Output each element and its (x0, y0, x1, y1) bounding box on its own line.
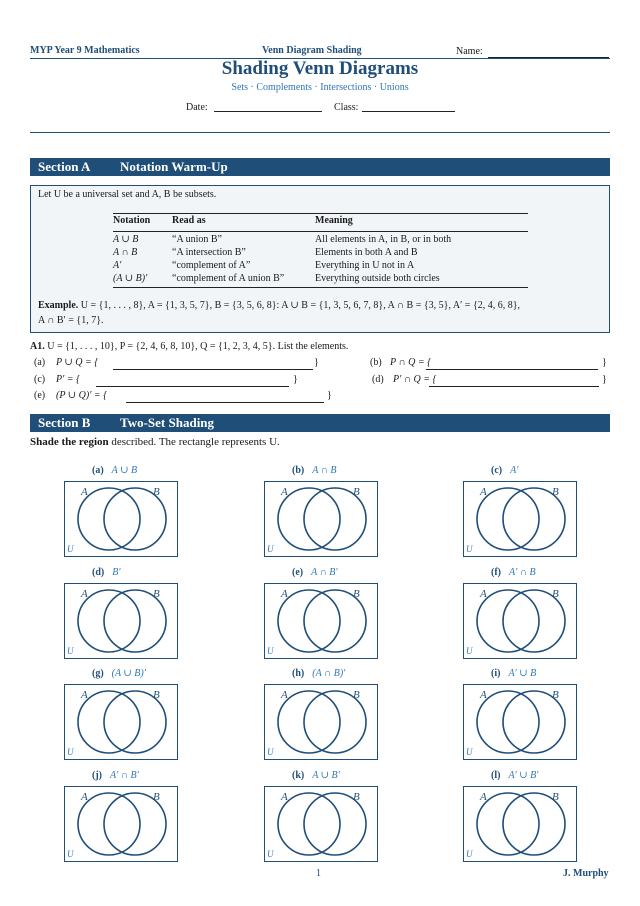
diagram-caption (491, 465, 518, 476)
worksheet-topic: Venn Diagram Shading (262, 45, 362, 56)
diagram-expression: (A ∪ B)′ (111, 668, 146, 679)
section-a-bar (30, 158, 610, 176)
venn-diagram[interactable] (463, 786, 577, 862)
instruction-rest: described. The rectangle represents U. (108, 436, 280, 448)
name-label: Name: (456, 46, 483, 57)
set-b-label: B (153, 689, 160, 701)
diagram-caption (292, 770, 340, 781)
page-title: Shading Venn Diagrams (221, 58, 419, 79)
venn-diagram[interactable] (64, 684, 178, 760)
diagram-label: (k) (292, 770, 305, 781)
part-d-answer[interactable] (429, 385, 599, 387)
part-a-expr: P ∪ Q = { (56, 357, 99, 368)
part-a-close: } (314, 357, 319, 368)
table-row-meaning: Everything in U not in A (315, 260, 415, 271)
diagram-caption (491, 770, 538, 781)
set-a-label: A (81, 588, 88, 600)
set-b-label: B (153, 486, 160, 498)
question-number: A1. (30, 341, 45, 352)
universal-label: U (466, 849, 473, 859)
diagram-caption (491, 567, 536, 578)
part-c-label: (c) (34, 374, 46, 385)
universal-label: U (466, 747, 473, 757)
col-header-meaning: Meaning (315, 215, 353, 226)
section-b-bar (30, 414, 610, 432)
diagram-label: (d) (92, 567, 105, 578)
example-label: Example. (38, 300, 79, 311)
diagram-caption (92, 668, 146, 679)
venn-diagram[interactable] (463, 481, 577, 557)
venn-diagram[interactable] (264, 583, 378, 659)
title-divider (30, 132, 610, 133)
diagram-caption (292, 567, 338, 578)
diagram-caption (92, 465, 137, 476)
part-a-label: (a) (34, 357, 46, 368)
diagram-caption (92, 567, 121, 578)
page-number: 1 (316, 868, 321, 879)
instruction-bold: Shade the region (30, 436, 109, 448)
venn-diagram[interactable] (264, 786, 378, 862)
part-c-answer[interactable] (96, 385, 289, 387)
diagram-expression: A′ ∩ B (509, 567, 536, 578)
diagram-label: (f) (491, 567, 501, 578)
diagram-expression: A′ ∪ B (508, 668, 537, 679)
diagram-label: (e) (292, 567, 304, 578)
set-a-label: A (480, 791, 487, 803)
part-d-expr: P′ ∩ Q = { (393, 374, 437, 385)
diagram-expression: A ∪ B (111, 465, 138, 476)
table-row-notation: A′ (113, 260, 122, 271)
class-field[interactable] (362, 110, 455, 112)
diagram-label: (i) (491, 668, 501, 679)
table-bottom-rule (113, 287, 528, 288)
set-a-label: A (81, 486, 88, 498)
part-e-answer[interactable] (126, 401, 324, 403)
set-b-label: B (353, 486, 360, 498)
diagram-label: (c) (491, 465, 503, 476)
author-name: J. Murphy (563, 868, 609, 879)
table-row-notation: A ∪ B (113, 234, 139, 245)
table-row-meaning: Elements in both A and B (315, 247, 418, 258)
set-a-label: A (480, 689, 487, 701)
diagram-caption (292, 465, 337, 476)
example-line-1 (38, 300, 520, 311)
section-a-letter: Section A (38, 159, 91, 174)
venn-diagram[interactable] (64, 583, 178, 659)
venn-diagram[interactable] (264, 684, 378, 760)
set-a-label: A (480, 588, 487, 600)
part-b-answer[interactable] (426, 368, 598, 370)
date-field[interactable] (214, 110, 322, 112)
diagram-expression: A′ ∩ B′ (110, 770, 139, 781)
diagram-caption (491, 668, 536, 679)
universal-label: U (267, 849, 274, 859)
part-b-label: (b) (370, 357, 382, 368)
section-b-letter: Section B (38, 415, 91, 430)
set-b-label: B (153, 588, 160, 600)
question-text: U = {1, . . . , 10}, P = {2, 4, 6, 8, 10}, Q = {1, 2, 3, 4, 5}. List the elements. (47, 341, 349, 352)
diagram-caption (92, 770, 139, 781)
universal-label: U (67, 747, 74, 757)
diagram-label: (h) (292, 668, 305, 679)
question-a1 (30, 341, 348, 352)
set-b-label: B (153, 791, 160, 803)
set-b-label: B (353, 791, 360, 803)
venn-diagram[interactable] (64, 481, 178, 557)
part-d-label: (d) (372, 374, 384, 385)
universal-label: U (267, 646, 274, 656)
table-row-read: “A union B” (172, 234, 222, 245)
part-e-label: (e) (34, 390, 46, 401)
table-top-rule (113, 213, 528, 214)
diagram-expression: (A ∩ B)′ (312, 668, 346, 679)
venn-diagram[interactable] (463, 684, 577, 760)
table-row-read: “A intersection B” (172, 247, 246, 258)
set-b-label: B (353, 588, 360, 600)
diagram-caption (292, 668, 345, 679)
set-b-label: B (353, 689, 360, 701)
diagram-expression: A′ (510, 465, 519, 476)
table-row-meaning: Everything outside both circles (315, 273, 440, 284)
col-header-read: Read as (172, 215, 206, 226)
set-a-label: A (281, 689, 288, 701)
set-a-label: A (281, 791, 288, 803)
venn-diagram[interactable] (264, 481, 378, 557)
class-label: Class: (334, 102, 359, 113)
universal-label: U (67, 646, 74, 656)
diagram-label: (l) (491, 770, 501, 781)
universal-label: U (466, 544, 473, 554)
table-mid-rule (113, 231, 528, 232)
universal-label: U (67, 544, 74, 554)
notation-intro: Let U be a universal set and A, B be subsets. (38, 189, 217, 200)
part-d-close: } (602, 374, 607, 385)
diagram-expression: A ∪ B′ (312, 770, 340, 781)
diagram-label: (g) (92, 668, 104, 679)
example-text: U = {1, . . . , 8}, A = {1, 3, 5, 7}, B = {3, 5, 6, 8}: A ∪ B = {1, 3, 5, 6, 7, 8}, A ∩ B = {3, 5}, A′ = {2, 4, 6, 8}, (80, 300, 521, 311)
diagram-expression: B′ (112, 567, 121, 578)
section-a-name: Notation Warm-Up (120, 159, 228, 174)
diagram-expression: A ∩ B′ (311, 567, 338, 578)
set-b-label: B (552, 588, 559, 600)
set-b-label: B (552, 689, 559, 701)
set-b-label: B (552, 486, 559, 498)
set-b-label: B (552, 791, 559, 803)
table-row-meaning: All elements in A, in B, or in both (315, 234, 452, 245)
part-b-expr: P ∩ Q = { (390, 357, 432, 368)
diagram-label: (a) (92, 465, 104, 476)
part-a-answer[interactable] (113, 368, 313, 370)
universal-label: U (67, 849, 74, 859)
section-b-name: Two-Set Shading (120, 415, 215, 430)
table-row-read: “complement of A union B” (172, 273, 285, 284)
set-a-label: A (81, 791, 88, 803)
course-label: MYP Year 9 Mathematics (30, 45, 140, 56)
part-e-expr: (P ∪ Q)′ = { (56, 390, 108, 401)
universal-label: U (267, 544, 274, 554)
section-b-instructions (30, 436, 280, 448)
table-row-read: “complement of A” (172, 260, 251, 271)
set-a-label: A (281, 486, 288, 498)
universal-label: U (466, 646, 473, 656)
table-row-notation: A ∩ B (113, 247, 138, 258)
venn-diagram[interactable] (64, 786, 178, 862)
col-header-notation: Notation (113, 215, 151, 226)
page-subtitle: Sets · Complements · Intersections · Unions (231, 82, 409, 93)
example-line-2: A ∩ B′ = {1, 7}. (38, 315, 104, 326)
set-a-label: A (81, 689, 88, 701)
diagram-label: (j) (92, 770, 102, 781)
venn-diagram[interactable] (463, 583, 577, 659)
set-a-label: A (480, 486, 487, 498)
notation-box (30, 185, 610, 333)
part-c-expr: P′ = { (56, 374, 81, 385)
date-label: Date: (186, 102, 208, 113)
part-e-close: } (327, 390, 332, 401)
diagram-label: (b) (292, 465, 305, 476)
part-b-close: } (602, 357, 607, 368)
part-c-close: } (293, 374, 298, 385)
universal-label: U (267, 747, 274, 757)
diagram-expression: A′ ∪ B′ (508, 770, 539, 781)
set-a-label: A (281, 588, 288, 600)
table-row-notation: (A ∪ B)′ (113, 273, 148, 284)
diagram-expression: A ∩ B (312, 465, 337, 476)
